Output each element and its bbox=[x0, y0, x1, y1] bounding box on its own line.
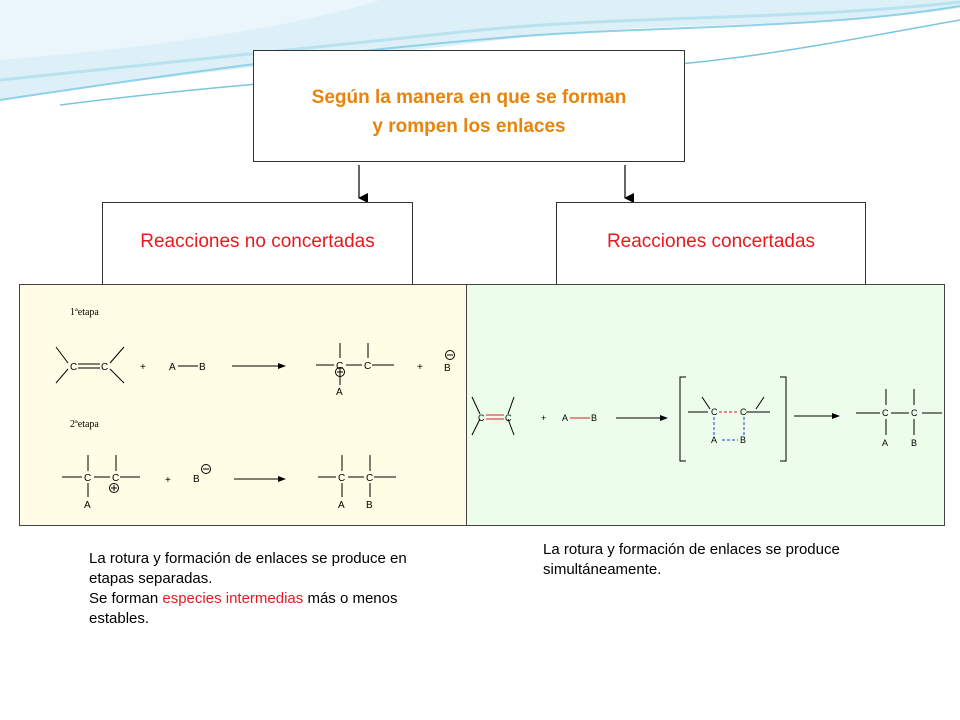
svg-text:A: A bbox=[338, 500, 345, 511]
svg-text:+: + bbox=[165, 475, 171, 486]
non-concerted-description-text1: La rotura y formación de enlaces se produce en etapas separadas. bbox=[89, 550, 407, 587]
svg-text:C: C bbox=[911, 408, 918, 418]
title-line2: y rompen los enlaces bbox=[372, 116, 566, 137]
svg-text:B: B bbox=[740, 435, 747, 445]
non-concerted-description bbox=[89, 549, 409, 629]
non-concerted-description-text3: más o menos estables. bbox=[89, 590, 398, 627]
step2-label: 2ªetapa bbox=[70, 419, 99, 430]
category-box-left bbox=[102, 202, 413, 286]
svg-text:B: B bbox=[366, 500, 373, 511]
svg-text:C: C bbox=[711, 407, 718, 417]
svg-text:C: C bbox=[112, 473, 120, 484]
svg-text:A: A bbox=[562, 413, 569, 423]
concerted-description-text: La rotura y formación de enlaces se produce simultáneamente. bbox=[543, 541, 840, 578]
svg-text:C: C bbox=[84, 473, 92, 484]
svg-text:B: B bbox=[591, 413, 598, 423]
non-concerted-mechanism-scheme bbox=[20, 285, 468, 527]
svg-text:A: A bbox=[84, 500, 91, 511]
svg-text:C: C bbox=[70, 362, 78, 373]
step1-label: 1ªetapa bbox=[70, 307, 99, 318]
svg-text:A: A bbox=[711, 435, 718, 445]
svg-text:B: B bbox=[199, 362, 206, 373]
svg-text:+: + bbox=[140, 362, 146, 373]
category-label-left: Reacciones no concertadas bbox=[140, 231, 375, 252]
svg-text:C: C bbox=[101, 362, 109, 373]
svg-text:A: A bbox=[882, 438, 889, 448]
concerted-mechanism-panel bbox=[463, 284, 945, 526]
svg-text:C: C bbox=[364, 361, 372, 372]
svg-text:C: C bbox=[882, 408, 889, 418]
non-concerted-mechanism-panel bbox=[19, 284, 467, 526]
svg-text:B: B bbox=[444, 363, 451, 374]
svg-text:C: C bbox=[336, 361, 344, 372]
svg-text:C: C bbox=[478, 413, 485, 423]
svg-text:B: B bbox=[911, 438, 918, 448]
svg-text:C: C bbox=[366, 473, 374, 484]
concerted-mechanism-scheme bbox=[464, 285, 946, 527]
non-concerted-description-text2: Se forman bbox=[89, 590, 163, 607]
title-line1: Según la manera en que se forman bbox=[311, 87, 627, 108]
category-box-right bbox=[556, 202, 866, 286]
svg-text:C: C bbox=[505, 413, 512, 423]
svg-text:A: A bbox=[336, 387, 343, 398]
category-label-right: Reacciones concertadas bbox=[606, 231, 816, 252]
svg-text:+: + bbox=[541, 413, 547, 423]
svg-text:C: C bbox=[740, 407, 747, 417]
svg-text:B: B bbox=[193, 474, 200, 485]
concerted-description bbox=[543, 540, 863, 580]
svg-text:C: C bbox=[338, 473, 346, 484]
intermediate-species-highlight: especies intermedias bbox=[162, 590, 304, 607]
svg-text:+: + bbox=[417, 362, 423, 373]
svg-text:A: A bbox=[169, 362, 176, 373]
